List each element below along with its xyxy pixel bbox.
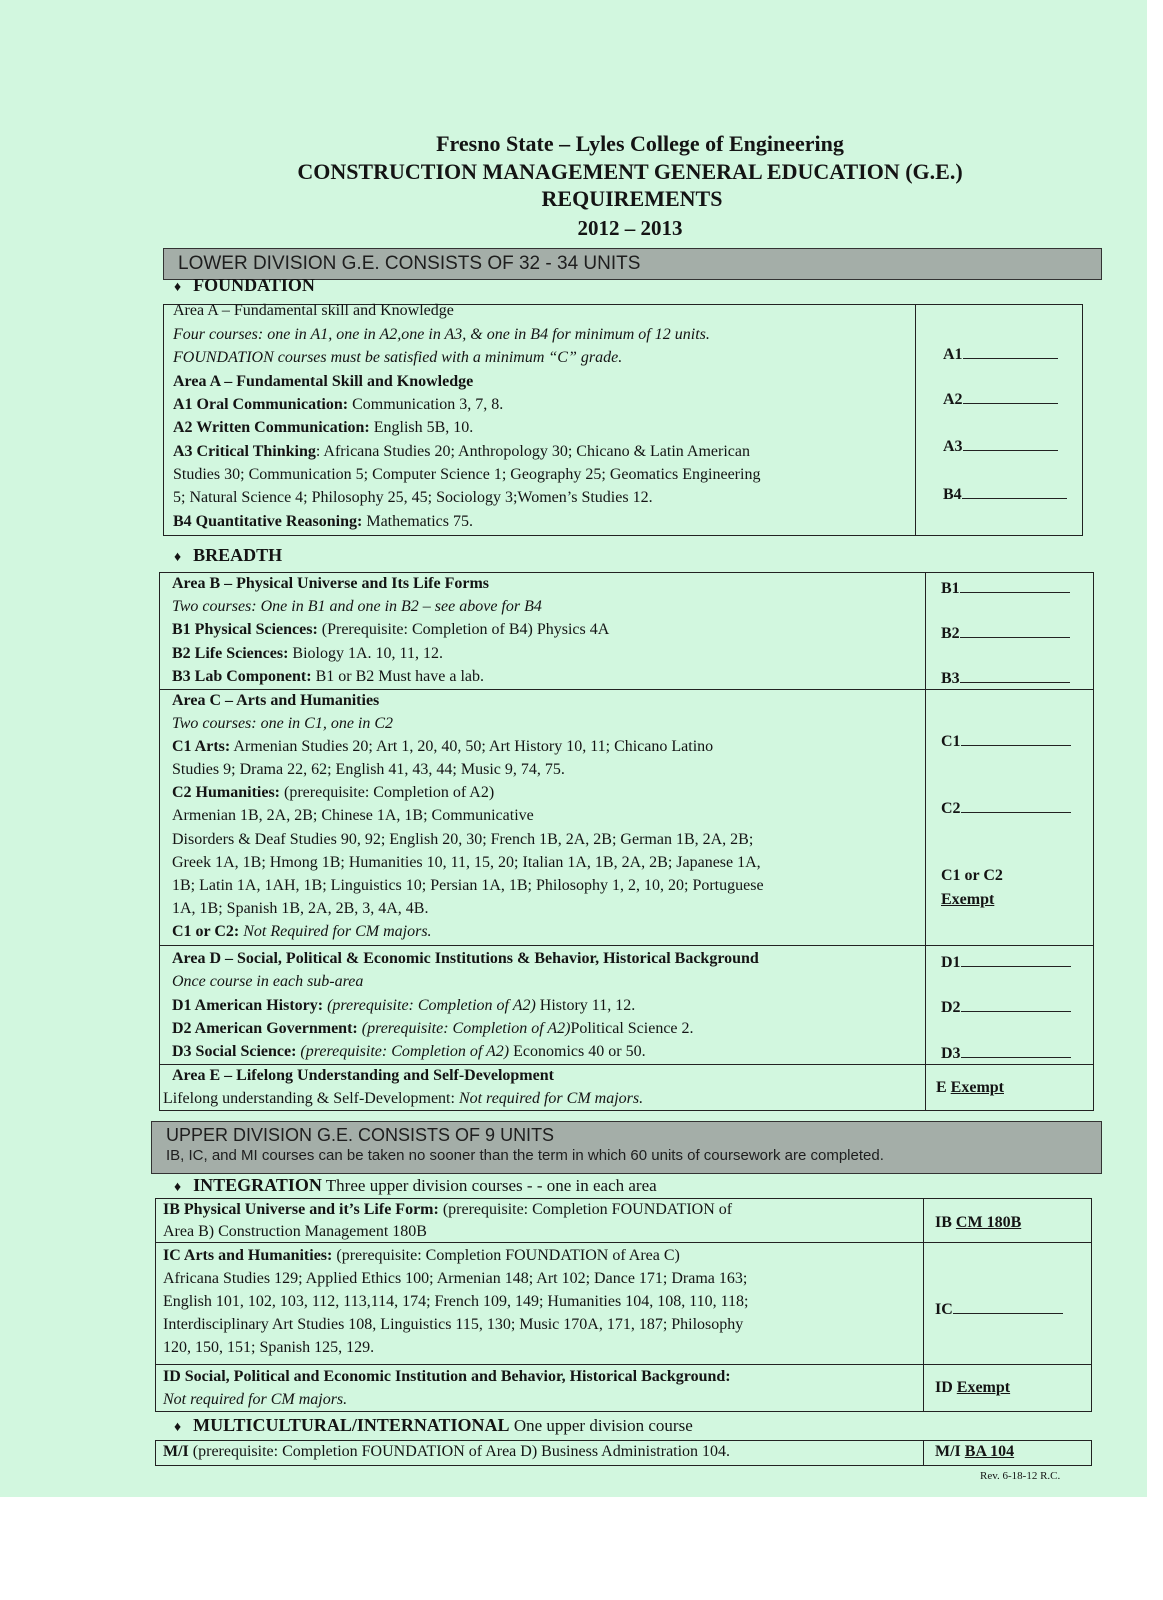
ic-courses: English 101, 102, 103, 112, 113,114, 174; French 109, 149; Humanities 104, 108, 110, 118; bbox=[163, 1293, 749, 1310]
column-divider bbox=[923, 1198, 924, 1412]
c2-courses: Disorders & Deaf Studies 90, 92; English 20, 30; French 1B, 2A, 2B; German 1B, 2A, 2B; bbox=[172, 831, 754, 848]
area-d-note: Once course in each sub-area bbox=[172, 973, 364, 990]
ic-slot[interactable]: IC bbox=[935, 1299, 1063, 1319]
column-divider bbox=[925, 572, 926, 1111]
ic-courses: Interdisciplinary Art Studies 108, Linguistics 115, 130; Music 170A, 171, 187; Philosophy bbox=[163, 1316, 744, 1333]
area-c-note: Two courses: one in C1, one in C2 bbox=[172, 715, 394, 732]
c2-courses: Greek 1A, 1B; Hmong 1B; Humanities 10, 11, 15, 20; Italian 1A, 1B, 2A, 2B; Japanese 1A, bbox=[172, 854, 761, 871]
b1-requirement: B1 Physical Sciences: (Prerequisite: Completion of B4) Physics 4A bbox=[172, 621, 610, 638]
b2-slot[interactable]: B2 bbox=[941, 623, 1070, 643]
d2-requirement: D2 American Government: (prerequisite: Completion of A2)Political Science 2. bbox=[172, 1020, 694, 1037]
b4-requirement: B4 Quantitative Reasoning: Mathematics 75. bbox=[173, 513, 473, 530]
c1-requirement: C1 Arts: Armenian Studies 20; Art 1, 20, 40, 50; Art History 10, 11; Chicano Latino bbox=[172, 738, 714, 755]
a1-requirement: A1 Oral Communication: Communication 3, 7, 8. bbox=[173, 396, 504, 413]
b1-slot[interactable]: B1 bbox=[941, 578, 1070, 598]
revision-note: Rev. 6-18-12 R.C. bbox=[980, 1470, 1061, 1482]
program-title: CONSTRUCTION MANAGEMENT GENERAL EDUCATION (G.E.) bbox=[297, 159, 963, 184]
c2-courses: 1B; Latin 1A, 1AH, 1B; Linguistics 10; Persian 1A, 1B; Philosophy 1, 2, 10, 20; Portuguese bbox=[172, 877, 764, 894]
b3-slot[interactable]: B3 bbox=[941, 668, 1070, 688]
area-e-heading: Area E – Lifelong Understanding and Self-Development bbox=[172, 1067, 554, 1084]
diamond-bullet-icon: ♦ bbox=[174, 1180, 182, 1195]
diamond-bullet-icon: ♦ bbox=[174, 1420, 182, 1435]
area-e-note: Lifelong understanding & Self-Development: Not required for CM majors. bbox=[163, 1090, 644, 1107]
b4-slot[interactable]: B4 bbox=[943, 484, 1067, 504]
ic-courses: Africana Studies 129; Applied Ethics 100; Armenian 148; Art 102; Dance 171; Drama 163; bbox=[163, 1270, 748, 1287]
a3-requirement: A3 Critical Thinking: Africana Studies 20; Anthropology 30; Chicano & Latin American bbox=[173, 443, 750, 460]
upper-division-banner bbox=[151, 1121, 1102, 1174]
c1-requirement-cont: Studies 9; Drama 22, 62; English 41, 43, 44; Music 9, 74, 75. bbox=[172, 761, 565, 778]
lower-division-banner: LOWER DIVISION G.E. CONSISTS OF 32 - 34 UNITS bbox=[163, 248, 1102, 280]
area-a-subheading: Area A – Fundamental Skill and Knowledge bbox=[173, 373, 474, 390]
area-b-heading: Area B – Physical Universe and Its Life Forms bbox=[172, 575, 490, 592]
a1-slot[interactable]: A1 bbox=[943, 344, 1058, 364]
d3-requirement: D3 Social Science: (prerequisite: Completion of A2) Economics 40 or 50. bbox=[172, 1043, 646, 1060]
id-requirement: ID Social, Political and Economic Institution and Behavior, Historical Background: bbox=[163, 1368, 731, 1385]
ic-courses: 120, 150, 151; Spanish 125, 129. bbox=[163, 1339, 375, 1356]
mi-requirement: M/I (prerequisite: Completion FOUNDATION of Area D) Business Administration 104. bbox=[163, 1443, 731, 1460]
column-divider bbox=[915, 304, 916, 536]
c2-courses: Armenian 1B, 2A, 2B; Chinese 1A, 1B; Communicative bbox=[172, 807, 534, 824]
upper-division-title: UPPER DIVISION G.E. CONSISTS OF 9 UNITS bbox=[166, 1125, 555, 1145]
id-note: Not required for CM majors. bbox=[163, 1391, 348, 1408]
d3-slot[interactable]: D3 bbox=[941, 1043, 1071, 1063]
row-divider bbox=[159, 945, 1094, 946]
c-exempt-slot: C1 or C2 bbox=[941, 867, 1003, 884]
ib-requirement: IB Physical Universe and it’s Life Form: (prerequisite: Completion FOUNDATION of bbox=[163, 1201, 733, 1218]
area-a-note: Four courses: one in A1, one in A2,one in A3, & one in B4 for minimum of 12 units. bbox=[173, 326, 710, 343]
area-c-heading: Area C – Arts and Humanities bbox=[172, 692, 380, 709]
diamond-bullet-icon: ♦ bbox=[174, 550, 182, 565]
academic-year: 2012 – 2013 bbox=[577, 216, 683, 240]
d1-slot[interactable]: D1 bbox=[941, 952, 1071, 972]
e-exempt-slot: E Exempt bbox=[936, 1079, 1004, 1096]
b3-requirement: B3 Lab Component: B1 or B2 Must have a lab. bbox=[172, 668, 484, 685]
a3-requirement-cont2: 5; Natural Science 4; Philosophy 25, 45; Sociology 3;Women’s Studies 12. bbox=[173, 489, 653, 506]
area-d-heading: Area D – Social, Political & Economic Institutions & Behavior, Historical Background bbox=[172, 950, 759, 967]
integration-heading: ♦ INTEGRATION Three upper division courses - - one in each area bbox=[174, 1175, 657, 1195]
multicultural-heading: ♦ MULTICULTURAL/INTERNATIONAL One upper division course bbox=[174, 1415, 693, 1435]
c2-courses: 1A, 1B; Spanish 1B, 2A, 2B, 3, 4A, 4B. bbox=[172, 900, 429, 917]
a2-slot[interactable]: A2 bbox=[943, 389, 1058, 409]
c2-slot[interactable]: C2 bbox=[941, 798, 1071, 818]
institution-title: Fresno State – Lyles College of Engineering bbox=[436, 131, 844, 156]
d2-slot[interactable]: D2 bbox=[941, 997, 1071, 1017]
a2-requirement: A2 Written Communication: English 5B, 10. bbox=[173, 419, 474, 436]
column-divider bbox=[923, 1440, 924, 1466]
c1-slot[interactable]: C1 bbox=[941, 731, 1071, 751]
mi-slot: M/I BA 104 bbox=[935, 1443, 1015, 1460]
ib-slot: IB CM 180B bbox=[935, 1214, 1022, 1231]
c2-requirement: C2 Humanities: (prerequisite: Completion of A2) bbox=[172, 784, 495, 801]
d1-requirement: D1 American History: (prerequisite: Completion of A2) History 11, 12. bbox=[172, 997, 636, 1014]
ic-requirement: IC Arts and Humanities: (prerequisite: Completion FOUNDATION of Area C) bbox=[163, 1247, 680, 1264]
upper-division-note: IB, IC, and MI courses can be taken no sooner than the term in which 60 units of coursework are completed. bbox=[166, 1147, 884, 1164]
c-exempt-status: Exempt bbox=[941, 891, 995, 908]
diamond-bullet-icon: ♦ bbox=[174, 280, 182, 295]
a3-requirement-cont: Studies 30; Communication 5; Computer Science 1; Geography 25; Geomatics Engineering bbox=[173, 466, 761, 483]
requirements-title: REQUIREMENTS bbox=[541, 186, 723, 211]
c-exempt-note: C1 or C2: Not Required for CM majors. bbox=[172, 923, 432, 940]
id-slot: ID Exempt bbox=[935, 1379, 1011, 1396]
row-divider bbox=[155, 1364, 1092, 1365]
ib-requirement-cont: Area B) Construction Management 180B bbox=[163, 1223, 427, 1240]
foundation-grade-note: FOUNDATION courses must be satisfied with a minimum “C” grade. bbox=[173, 349, 623, 366]
foundation-heading: ♦ FOUNDATION bbox=[174, 275, 315, 295]
area-a-heading: Area A – Fundamental skill and Knowledge bbox=[173, 302, 454, 319]
b2-requirement: B2 Life Sciences: Biology 1A. 10, 11, 12. bbox=[172, 645, 443, 662]
area-b-note: Two courses: One in B1 and one in B2 – see above for B4 bbox=[172, 598, 542, 615]
a3-slot[interactable]: A3 bbox=[943, 436, 1058, 456]
breadth-heading: ♦ BREADTH bbox=[174, 545, 283, 565]
